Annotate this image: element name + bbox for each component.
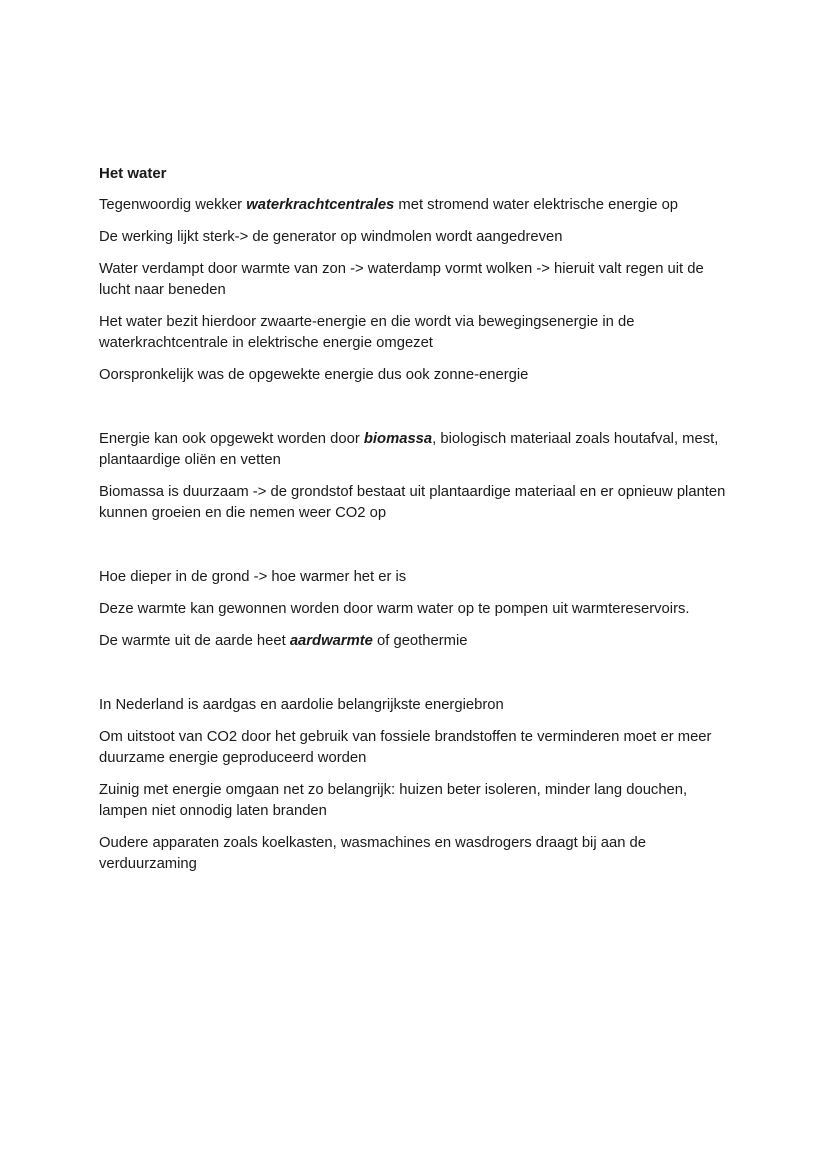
text-run: Zuinig met energie omgaan net zo belangrijk: huizen beter isoleren, minder lang douchen, lampen niet onnodig laten branden <box>99 782 688 819</box>
paragraph <box>99 780 739 822</box>
text-run: De warmte uit de aarde heet <box>99 633 290 649</box>
paragraph-spacer <box>99 397 739 418</box>
text-run: Het water bezit hierdoor zwaarte-energie en die wordt via bewegingsenergie in de waterkrachtcentrale in elektrische energie omgezet <box>99 314 635 351</box>
text-run: In Nederland is aardgas en aardolie belangrijkste energiebron <box>99 697 504 713</box>
paragraph <box>99 482 739 524</box>
paragraph-spacer <box>99 535 739 556</box>
text-run: Biomassa is duurzaam -> de grondstof bestaat uit plantaardige materiaal en er opnieuw planten kunnen groeien en die nemen weer CO2 op <box>99 484 726 521</box>
text-run: Hoe dieper in de grond -> hoe warmer het er is <box>99 569 407 585</box>
paragraph <box>99 695 739 716</box>
text-run: met stromend water elektrische energie op <box>394 197 679 213</box>
paragraph <box>99 259 739 301</box>
text-run: of geothermie <box>372 633 468 649</box>
paragraph <box>99 429 739 471</box>
text-run: Om uitstoot van CO2 door het gebruik van fossiele brandstoffen te verminderen moet er meer duurzame energie geproduceerd worden <box>99 729 712 766</box>
paragraph <box>99 195 739 216</box>
paragraph <box>99 833 739 875</box>
bold-italic-term: aardwarmte <box>289 633 373 649</box>
paragraph-spacer <box>99 663 739 684</box>
paragraph <box>99 312 739 354</box>
text-run: Tegenwoordig wekker <box>99 197 247 213</box>
text-run: Oorspronkelijk was de opgewekte energie dus ook zonne-energie <box>99 367 529 383</box>
paragraph <box>99 631 739 652</box>
paragraph <box>99 599 739 620</box>
paragraph <box>99 227 739 248</box>
text-run: , biologisch materiaal zoals houtafval, mest, plantaardige oliën en vetten <box>99 431 719 468</box>
text-run: De werking lijkt sterk-> de generator op windmolen wordt aangedreven <box>99 229 563 245</box>
bold-italic-term: waterkrachtcentrales <box>246 197 395 213</box>
text-run: Water verdampt door warmte van zon -> waterdamp vormt wolken -> hieruit valt regen uit de lucht naar beneden <box>99 261 704 298</box>
text-run: Oudere apparaten zoals koelkasten, wasmachines en wasdrogers draagt bij aan de verduurzaming <box>99 835 646 872</box>
text-run: Deze warmte kan gewonnen worden door warm water op te pompen uit warmtereservoirs. <box>99 601 690 617</box>
document-body <box>99 195 739 875</box>
paragraph <box>99 727 739 769</box>
document-heading: Het water <box>99 165 167 182</box>
document-content <box>99 163 739 886</box>
paragraph <box>99 567 739 588</box>
bold-italic-term: biomassa <box>363 431 433 447</box>
paragraph <box>99 365 739 386</box>
text-run: Energie kan ook opgewekt worden door <box>99 431 364 447</box>
